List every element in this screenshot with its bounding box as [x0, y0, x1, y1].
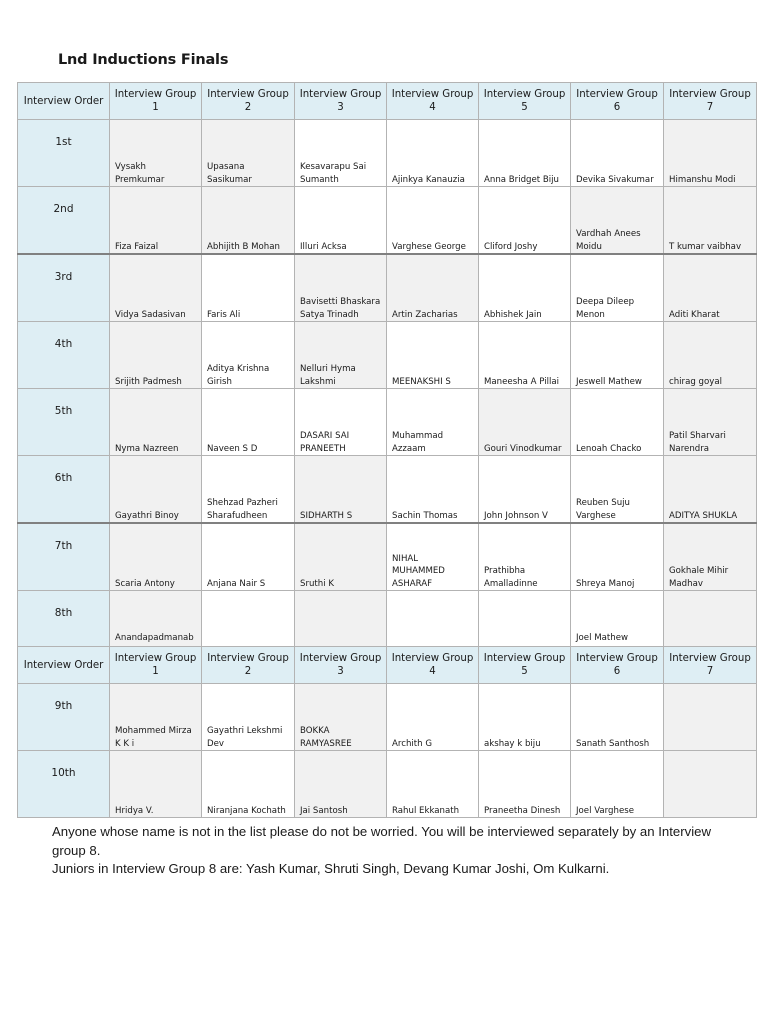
candidate-cell: BOKKA RAMYASREE [295, 684, 387, 751]
candidate-cell: Ajinkya Kanauzia [387, 120, 479, 187]
interview-order-cell: 8th [18, 591, 110, 658]
candidate-cell: Gokhale Mihir Madhav [664, 523, 757, 591]
candidate-cell: NIHAL MUHAMMED ASHARAF [387, 523, 479, 591]
candidate-cell: Sachin Thomas [387, 456, 479, 524]
candidate-cell: Bavisetti Bhaskara Satya Trinadh [295, 254, 387, 322]
candidate-cell: Praneetha Dinesh [479, 751, 571, 818]
header-interview-group-2: Interview Group 2 [202, 83, 295, 120]
candidate-cell [664, 684, 757, 751]
candidate-cell: Gouri Vinodkumar [479, 389, 571, 456]
candidate-cell: Reuben Suju Varghese [571, 456, 664, 524]
header-interview-group-6: Interview Group 6 [571, 83, 664, 120]
table-row [18, 751, 757, 818]
candidate-cell: Anna Bridget Biju [479, 120, 571, 187]
candidate-cell: Upasana Sasikumar [202, 120, 295, 187]
candidate-cell: Lenoah Chacko [571, 389, 664, 456]
interview-order-cell: 6th [18, 456, 110, 524]
header-interview-group-4: Interview Group 4 [387, 647, 479, 684]
header-interview-order: Interview Order [18, 647, 110, 684]
interview-order-cell: 7th [18, 523, 110, 591]
candidate-cell: Scaria Antony [110, 523, 202, 591]
table-row [18, 456, 757, 524]
header-row [18, 83, 757, 120]
candidate-cell: Hridya V. [110, 751, 202, 818]
candidate-cell: Cliford Joshy [479, 187, 571, 255]
candidate-cell: MEENAKSHI S [387, 322, 479, 389]
schedule-table-2 [17, 646, 757, 818]
table-row [18, 187, 757, 255]
header-interview-group-3: Interview Group 3 [295, 83, 387, 120]
candidate-cell: Naveen S D [202, 389, 295, 456]
candidate-cell: SIDHARTH S [295, 456, 387, 524]
candidate-cell: Artin Zacharias [387, 254, 479, 322]
interview-order-cell: 9th [18, 684, 110, 751]
candidate-cell: Faris Ali [202, 254, 295, 322]
interview-order-cell: 2nd [18, 187, 110, 255]
candidate-cell: Kesavarapu Sai Sumanth [295, 120, 387, 187]
candidate-cell: Niranjana Kochath [202, 751, 295, 818]
candidate-cell: Sruthi K [295, 523, 387, 591]
candidate-cell: Muhammad Azzaam [387, 389, 479, 456]
candidate-cell: Prathibha Amalladinne [479, 523, 571, 591]
candidate-cell: Illuri Acksa [295, 187, 387, 255]
candidate-cell: Shreya Manoj [571, 523, 664, 591]
header-interview-group-6: Interview Group 6 [571, 647, 664, 684]
header-interview-group-5: Interview Group 5 [479, 83, 571, 120]
schedule-table-1 [17, 82, 757, 658]
interview-order-cell: 5th [18, 389, 110, 456]
header-interview-group-7: Interview Group 7 [664, 83, 757, 120]
table-row [18, 120, 757, 187]
candidate-cell: Gayathri Lekshmi Dev [202, 684, 295, 751]
candidate-cell: Nelluri Hyma Lakshmi [295, 322, 387, 389]
candidate-cell: Joel Mathew [571, 591, 664, 658]
table-row [18, 322, 757, 389]
header-interview-group-2: Interview Group 2 [202, 647, 295, 684]
candidate-cell: Vysakh Premkumar [110, 120, 202, 187]
candidate-cell: Varghese George [387, 187, 479, 255]
note-not-listed: Anyone whose name is not in the list please do not be worried. You will be interviewed separately by an Interview group 8. [52, 824, 712, 858]
candidate-cell: Fiza Faizal [110, 187, 202, 255]
header-interview-group-3: Interview Group 3 [295, 647, 387, 684]
candidate-cell: Aditi Kharat [664, 254, 757, 322]
table-row [18, 389, 757, 456]
interview-order-cell: 3rd [18, 254, 110, 322]
candidate-cell: Deepa Dileep Menon [571, 254, 664, 322]
table-row [18, 523, 757, 591]
candidate-cell: Anandapadmanab [110, 591, 202, 658]
candidate-cell: Srijith Padmesh [110, 322, 202, 389]
table-row [18, 254, 757, 322]
interview-order-cell: 10th [18, 751, 110, 818]
candidate-cell [664, 751, 757, 818]
candidate-cell: John Johnson V [479, 456, 571, 524]
candidate-cell: Nyma Nazreen [110, 389, 202, 456]
candidate-cell: Archith G [387, 684, 479, 751]
candidate-cell: Shehzad Pazheri Sharafudheen [202, 456, 295, 524]
candidate-cell: Vidya Sadasivan [110, 254, 202, 322]
candidate-cell: Aditya Krishna Girish [202, 322, 295, 389]
candidate-cell: Sanath Santhosh [571, 684, 664, 751]
candidate-cell: Vardhah Anees Moidu [571, 187, 664, 255]
candidate-cell: Himanshu Modi [664, 120, 757, 187]
header-row [18, 647, 757, 684]
candidate-cell: Mohammed Mirza K K i [110, 684, 202, 751]
candidate-cell: Anjana Nair S [202, 523, 295, 591]
candidate-cell: Jai Santosh [295, 751, 387, 818]
candidate-cell: Rahul Ekkanath [387, 751, 479, 818]
candidate-cell: Patil Sharvari Narendra [664, 389, 757, 456]
candidate-cell: Jeswell Mathew [571, 322, 664, 389]
candidate-cell: chirag goyal [664, 322, 757, 389]
candidate-cell: T kumar vaibhav [664, 187, 757, 255]
note-group-8-juniors: Juniors in Interview Group 8 are: Yash Kumar, Shruti Singh, Devang Kumar Joshi, Om Kulkarni. [52, 861, 610, 876]
candidate-cell: Maneesha A Pillai [479, 322, 571, 389]
candidate-cell: Joel Varghese [571, 751, 664, 818]
interview-order-cell: 4th [18, 322, 110, 389]
header-interview-group-1: Interview Group 1 [110, 647, 202, 684]
candidate-cell: Abhijith B Mohan [202, 187, 295, 255]
header-interview-group-7: Interview Group 7 [664, 647, 757, 684]
candidate-cell: Abhishek Jain [479, 254, 571, 322]
notes [52, 823, 732, 879]
interview-order-cell: 1st [18, 120, 110, 187]
header-interview-group-1: Interview Group 1 [110, 83, 202, 120]
header-interview-order: Interview Order [18, 83, 110, 120]
candidate-cell: Gayathri Binoy [110, 456, 202, 524]
candidate-cell: ADITYA SHUKLA [664, 456, 757, 524]
candidate-cell: DASARI SAI PRANEETH [295, 389, 387, 456]
header-interview-group-5: Interview Group 5 [479, 647, 571, 684]
table-row [18, 684, 757, 751]
page-title: Lnd Inductions Finals [58, 52, 229, 68]
candidate-cell: Devika Sivakumar [571, 120, 664, 187]
header-interview-group-4: Interview Group 4 [387, 83, 479, 120]
candidate-cell: akshay k biju [479, 684, 571, 751]
